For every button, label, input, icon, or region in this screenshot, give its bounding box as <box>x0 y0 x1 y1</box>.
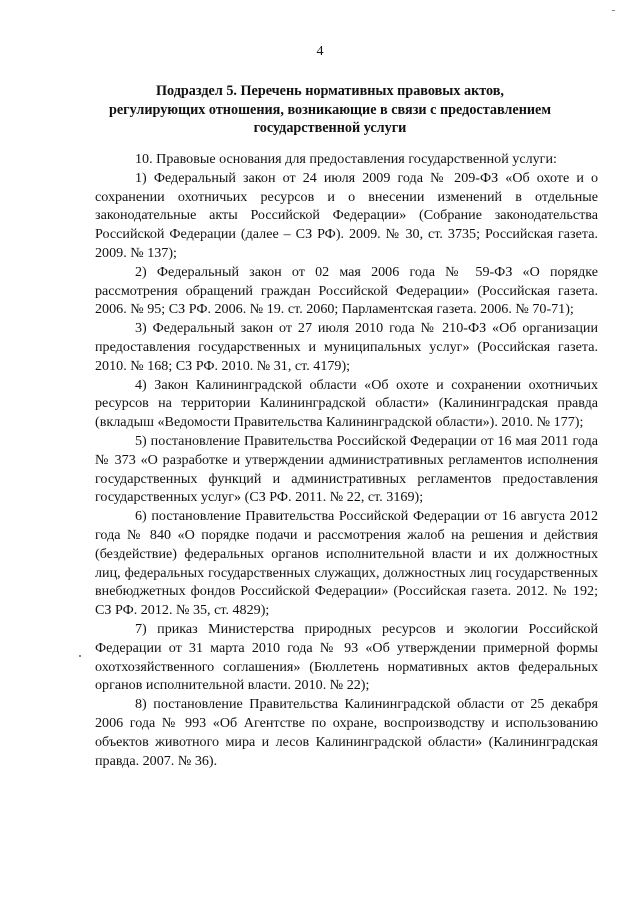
list-item: 5) постановление Правительства Российской Федерации от 16 мая 2011 года № 373 «О разработке и утверждении административных регламентов исполнения государственных функций и административных регламентов предоставления государственных услуг» (СЗ РФ. 2011. № 22, ст. 3169); <box>95 432 598 506</box>
margin-dot <box>79 655 81 657</box>
list-item: 2) Федеральный закон от 02 мая 2006 года № 59-ФЗ «О порядке рассмотрения обращений граждан Российской Федерации» (Российская газета. 2006. № 95; СЗ РФ. 2006. № 19. ст. 2060; Парламентская газета. 2006. № 70-71); <box>95 263 598 318</box>
list-item: 3) Федеральный закон от 27 июля 2010 года № 210-ФЗ «Об организации предоставления государственных и муниципальных услуг» (Российская газета. 2010. № 168; СЗ РФ. 2010. № 31, ст. 4179); <box>95 320 598 374</box>
scan-artifact <box>612 10 615 11</box>
section-heading <box>80 82 580 138</box>
document-body <box>95 150 598 770</box>
intro-paragraph: 10. Правовые основания для предоставления государственной услуги: <box>135 151 557 167</box>
page-number: 4 <box>316 44 324 59</box>
list-item: 8) постановление Правительства Калининградской области от 25 декабря 2006 года № 993 «Об Агентстве по охране, воспроизводству и использованию объектов животного мира и лесов Калининградской области» (Калининградская правда. 2007. № 36). <box>95 696 598 769</box>
heading-line-3: государственной услуги <box>253 120 407 136</box>
list-item: 4) Закон Калининградской области «Об охоте и сохранении охотничьих ресурсов на территории Калининградской области» (Калининградская правда (вкладыш «Ведомости Правительства Калининградской области»). 2010. № 177); <box>95 376 598 431</box>
heading-line-1: Подраздел 5. Перечень нормативных правовых актов, <box>156 83 504 99</box>
list-item: 7) приказ Министерства природных ресурсов и экологии Российской Федерации от 31 марта 2010 года № 93 «Об утверждении примерной формы охотхозяйственного соглашения» (Бюллетень нормативных актов федеральных органов исполнительной власти. 2010. № 22); <box>95 620 598 694</box>
heading-line-2: регулирующих отношения, возникающие в связи с предоставлением <box>108 101 551 118</box>
list-item: 1) Федеральный закон от 24 июля 2009 года № 209-ФЗ «Об охоте и о сохранении охотничьих ресурсов и о внесении изменений в отдельные законодательные акты Российской Федерации» (Собрание законодательства Российской Федерации (далее – СЗ РФ). 2009. № 30, ст. 3735; Российская газета. 2009. № 137); <box>95 169 598 261</box>
list-item: 6) постановление Правительства Российской Федерации от 16 августа 2012 года № 840 «О порядке подачи и рассмотрения жалоб на решения и действия (бездействие) федеральных органов исполнительной власти и их должностных лиц, федеральных государственных служащих, должностных лиц государственных внебюджетных фондов Российской Федерации» (Российская газета. 2012. № 192; СЗ РФ. 2012. № 35, ст. 4829); <box>95 508 598 619</box>
